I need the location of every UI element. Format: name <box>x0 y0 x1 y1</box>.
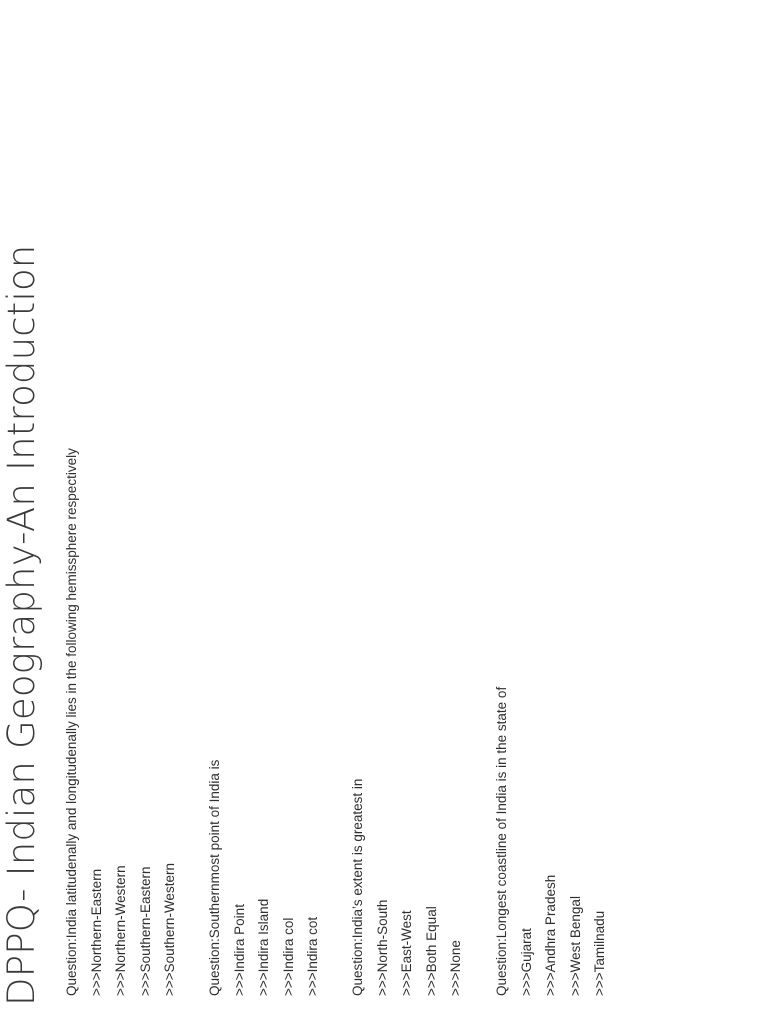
answer-option: >>>Northern-Western <box>113 865 128 996</box>
page-title: DPPQ- Indian Geography-An Introduction <box>0 244 43 1006</box>
answer-option: >>>Andhra Pradesh <box>543 874 558 996</box>
answer-option: >>>Northern-Eastern <box>88 868 104 996</box>
question-text: Question:Southernmost point of India is <box>207 759 222 996</box>
answer-option: >>>Southern-Western <box>162 863 177 996</box>
answer-option: >>>Tamilnadu <box>592 910 607 996</box>
question-block <box>346 779 469 996</box>
answer-option: >>>Gujarat <box>518 928 534 996</box>
answer-option: >>>East-West <box>399 910 414 996</box>
question-block <box>60 448 183 996</box>
question-block <box>490 687 613 996</box>
answer-option: >>>Southern-Eastern <box>137 866 153 996</box>
answer-option: >>>Indira Island <box>256 898 271 996</box>
answer-option: >>>West Bengal <box>567 896 583 996</box>
question-block <box>203 760 326 996</box>
answer-option: >>>North-South <box>374 899 390 996</box>
answer-option: >>>Indira col <box>280 917 296 996</box>
question-text: Question:Longest coastline of India is in the state of <box>494 686 509 996</box>
answer-option: >>>Indira Point <box>231 904 247 996</box>
answer-option: >>>Indira cot <box>305 916 320 996</box>
answer-option: >>>Both Equal <box>423 906 439 996</box>
question-text: Question:India latitudenally and longitudenally lies in the following hemissphere respectively <box>64 448 79 996</box>
answer-option: >>>None <box>448 940 463 996</box>
question-text: Question:India’s extent is greatest in <box>350 778 365 996</box>
